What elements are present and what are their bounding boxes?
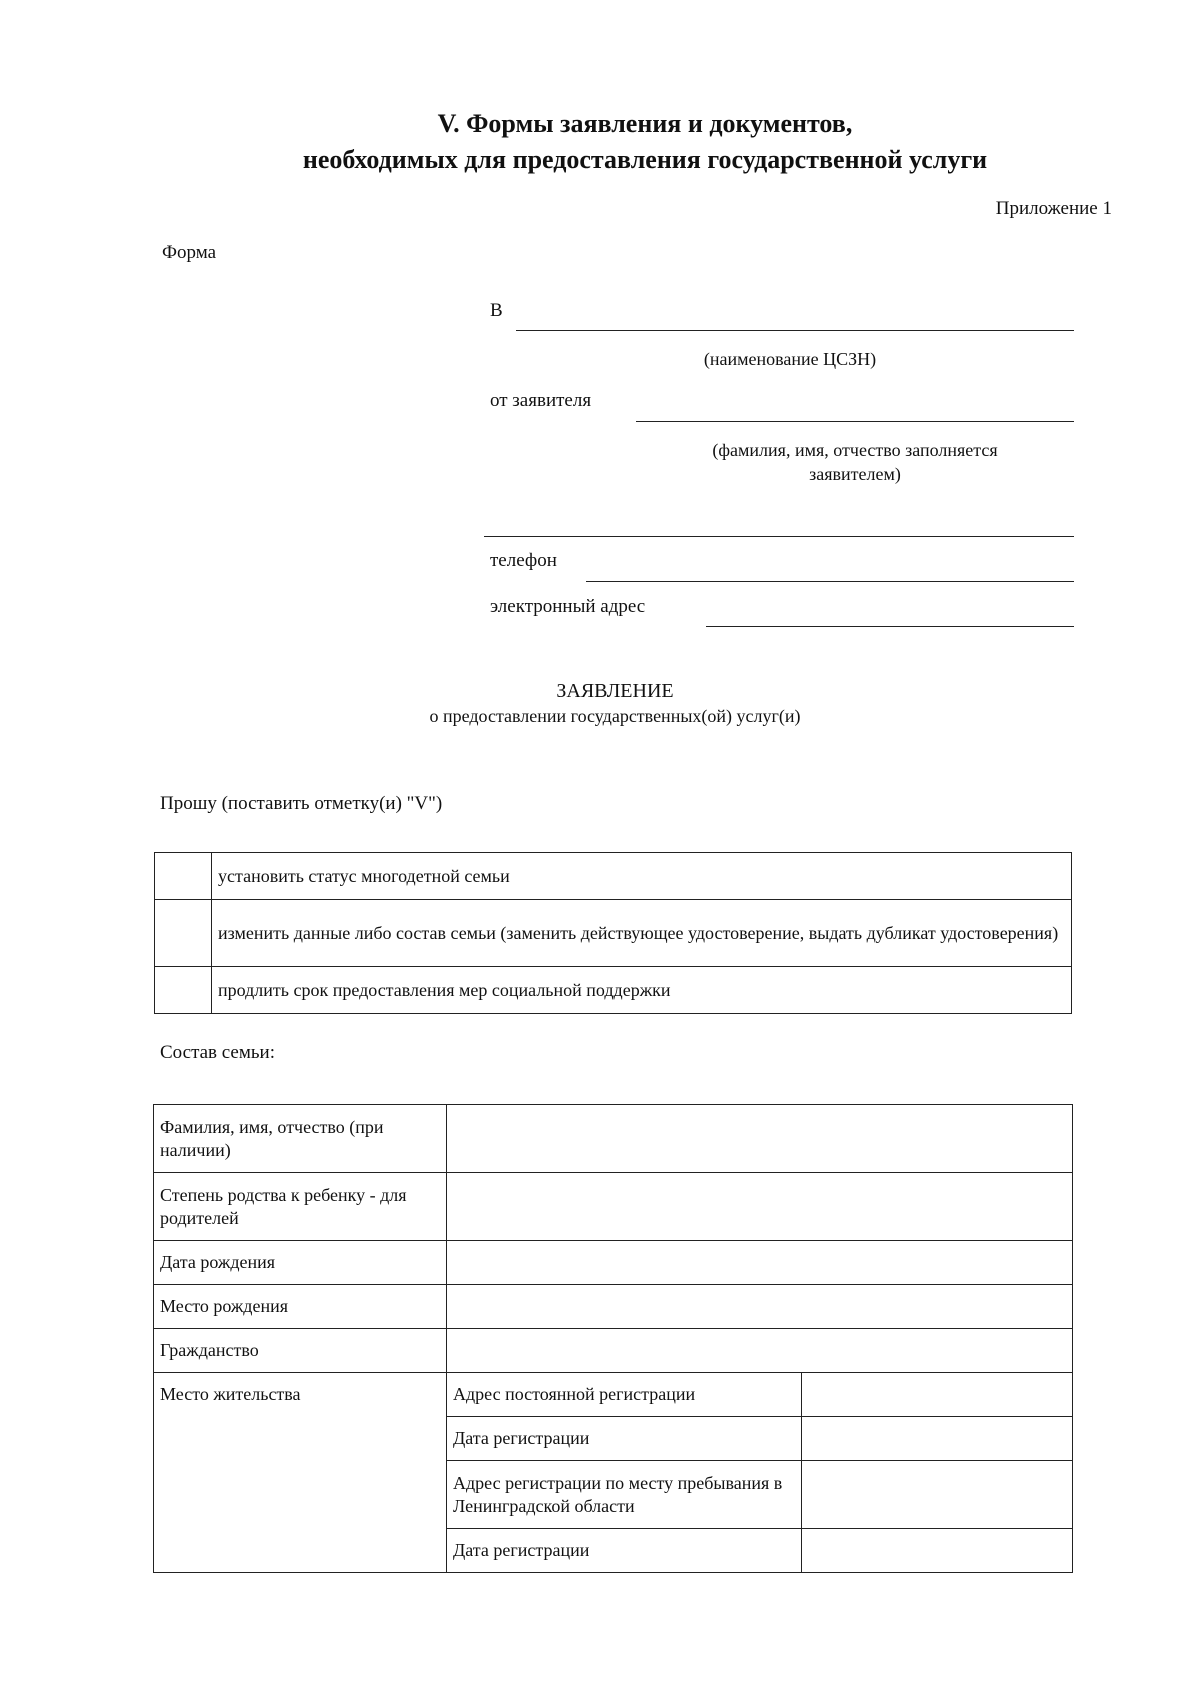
- request-label: Прошу (поставить отметку(и) "V"): [160, 793, 443, 814]
- residence-subfield-label: Дата регистрации: [447, 1529, 802, 1573]
- service-row: [155, 853, 1072, 900]
- applicant-caption: [680, 438, 1030, 486]
- family-field-label: Дата рождения: [154, 1241, 447, 1285]
- residence-row: [154, 1373, 1073, 1417]
- phone-label: телефон: [490, 550, 557, 571]
- family-table: [153, 1104, 1073, 1573]
- family-field-value[interactable]: [447, 1173, 1073, 1241]
- applicant-name-line[interactable]: [636, 421, 1074, 422]
- appendix-label: Приложение 1: [995, 198, 1112, 219]
- residence-subfield-value[interactable]: [802, 1461, 1073, 1529]
- section-heading-line-2: необходимых для предоставления государственной услуги: [302, 145, 988, 174]
- family-field-value[interactable]: [447, 1241, 1073, 1285]
- service-row: [155, 967, 1072, 1014]
- family-field-value[interactable]: [447, 1285, 1073, 1329]
- family-row: [154, 1173, 1073, 1241]
- residence-subfield-label: Адрес постоянной регистрации: [447, 1373, 802, 1417]
- service-label: установить статус многодетной семьи: [212, 853, 1072, 900]
- statement-subtitle: о предоставлении государственных(ой) услуг(и): [429, 706, 801, 726]
- applicant-name-line-2[interactable]: [484, 536, 1074, 537]
- residence-subfield-label: Адрес регистрации по месту пребывания в Ленинградской области: [447, 1461, 802, 1529]
- service-checkbox-cell[interactable]: [155, 900, 212, 967]
- residence-subfield-value[interactable]: [802, 1373, 1073, 1417]
- statement-title: ЗАЯВЛЕНИЕ: [556, 680, 674, 702]
- family-label: Состав семьи:: [160, 1042, 276, 1063]
- family-row: [154, 1329, 1073, 1373]
- applicant-label: от заявителя: [490, 390, 592, 411]
- family-field-label: Гражданство: [154, 1329, 447, 1373]
- services-table: [154, 852, 1072, 1014]
- email-line[interactable]: [706, 626, 1074, 627]
- section-heading: [0, 106, 1200, 178]
- applicant-caption-line-1: (фамилия, имя, отчество заполняется: [712, 440, 998, 460]
- residence-subfield-value[interactable]: [802, 1417, 1073, 1461]
- family-field-value[interactable]: [447, 1105, 1073, 1173]
- family-field-label: Место рождения: [154, 1285, 447, 1329]
- addressee-prefix: В: [490, 300, 503, 321]
- email-label: электронный адрес: [490, 596, 646, 617]
- service-checkbox-cell[interactable]: [155, 853, 212, 900]
- service-label: изменить данные либо состав семьи (заменить действующее удостоверение, выдать дубликат удостоверения): [212, 900, 1072, 967]
- residence-subfield-value[interactable]: [802, 1529, 1073, 1573]
- residence-subfield-label: Дата регистрации: [447, 1417, 802, 1461]
- section-heading-line-1: V. Формы заявления и документов,: [437, 109, 853, 138]
- family-field-label: Степень родства к ребенку - для родителей: [154, 1173, 447, 1241]
- service-label: продлить срок предоставления мер социальной поддержки: [212, 967, 1072, 1014]
- family-row: [154, 1285, 1073, 1329]
- residence-label: Место жительства: [154, 1373, 447, 1573]
- form-label: Форма: [162, 242, 217, 263]
- addressee-caption: (наименование ЦСЗН): [703, 349, 877, 369]
- service-checkbox-cell[interactable]: [155, 967, 212, 1014]
- applicant-caption-line-2: заявителем): [809, 464, 901, 484]
- family-row: [154, 1105, 1073, 1173]
- family-field-label: Фамилия, имя, отчество (при наличии): [154, 1105, 447, 1173]
- family-row: [154, 1241, 1073, 1285]
- addressee-line[interactable]: [516, 330, 1074, 331]
- family-field-value[interactable]: [447, 1329, 1073, 1373]
- service-row: [155, 900, 1072, 967]
- phone-line[interactable]: [586, 581, 1074, 582]
